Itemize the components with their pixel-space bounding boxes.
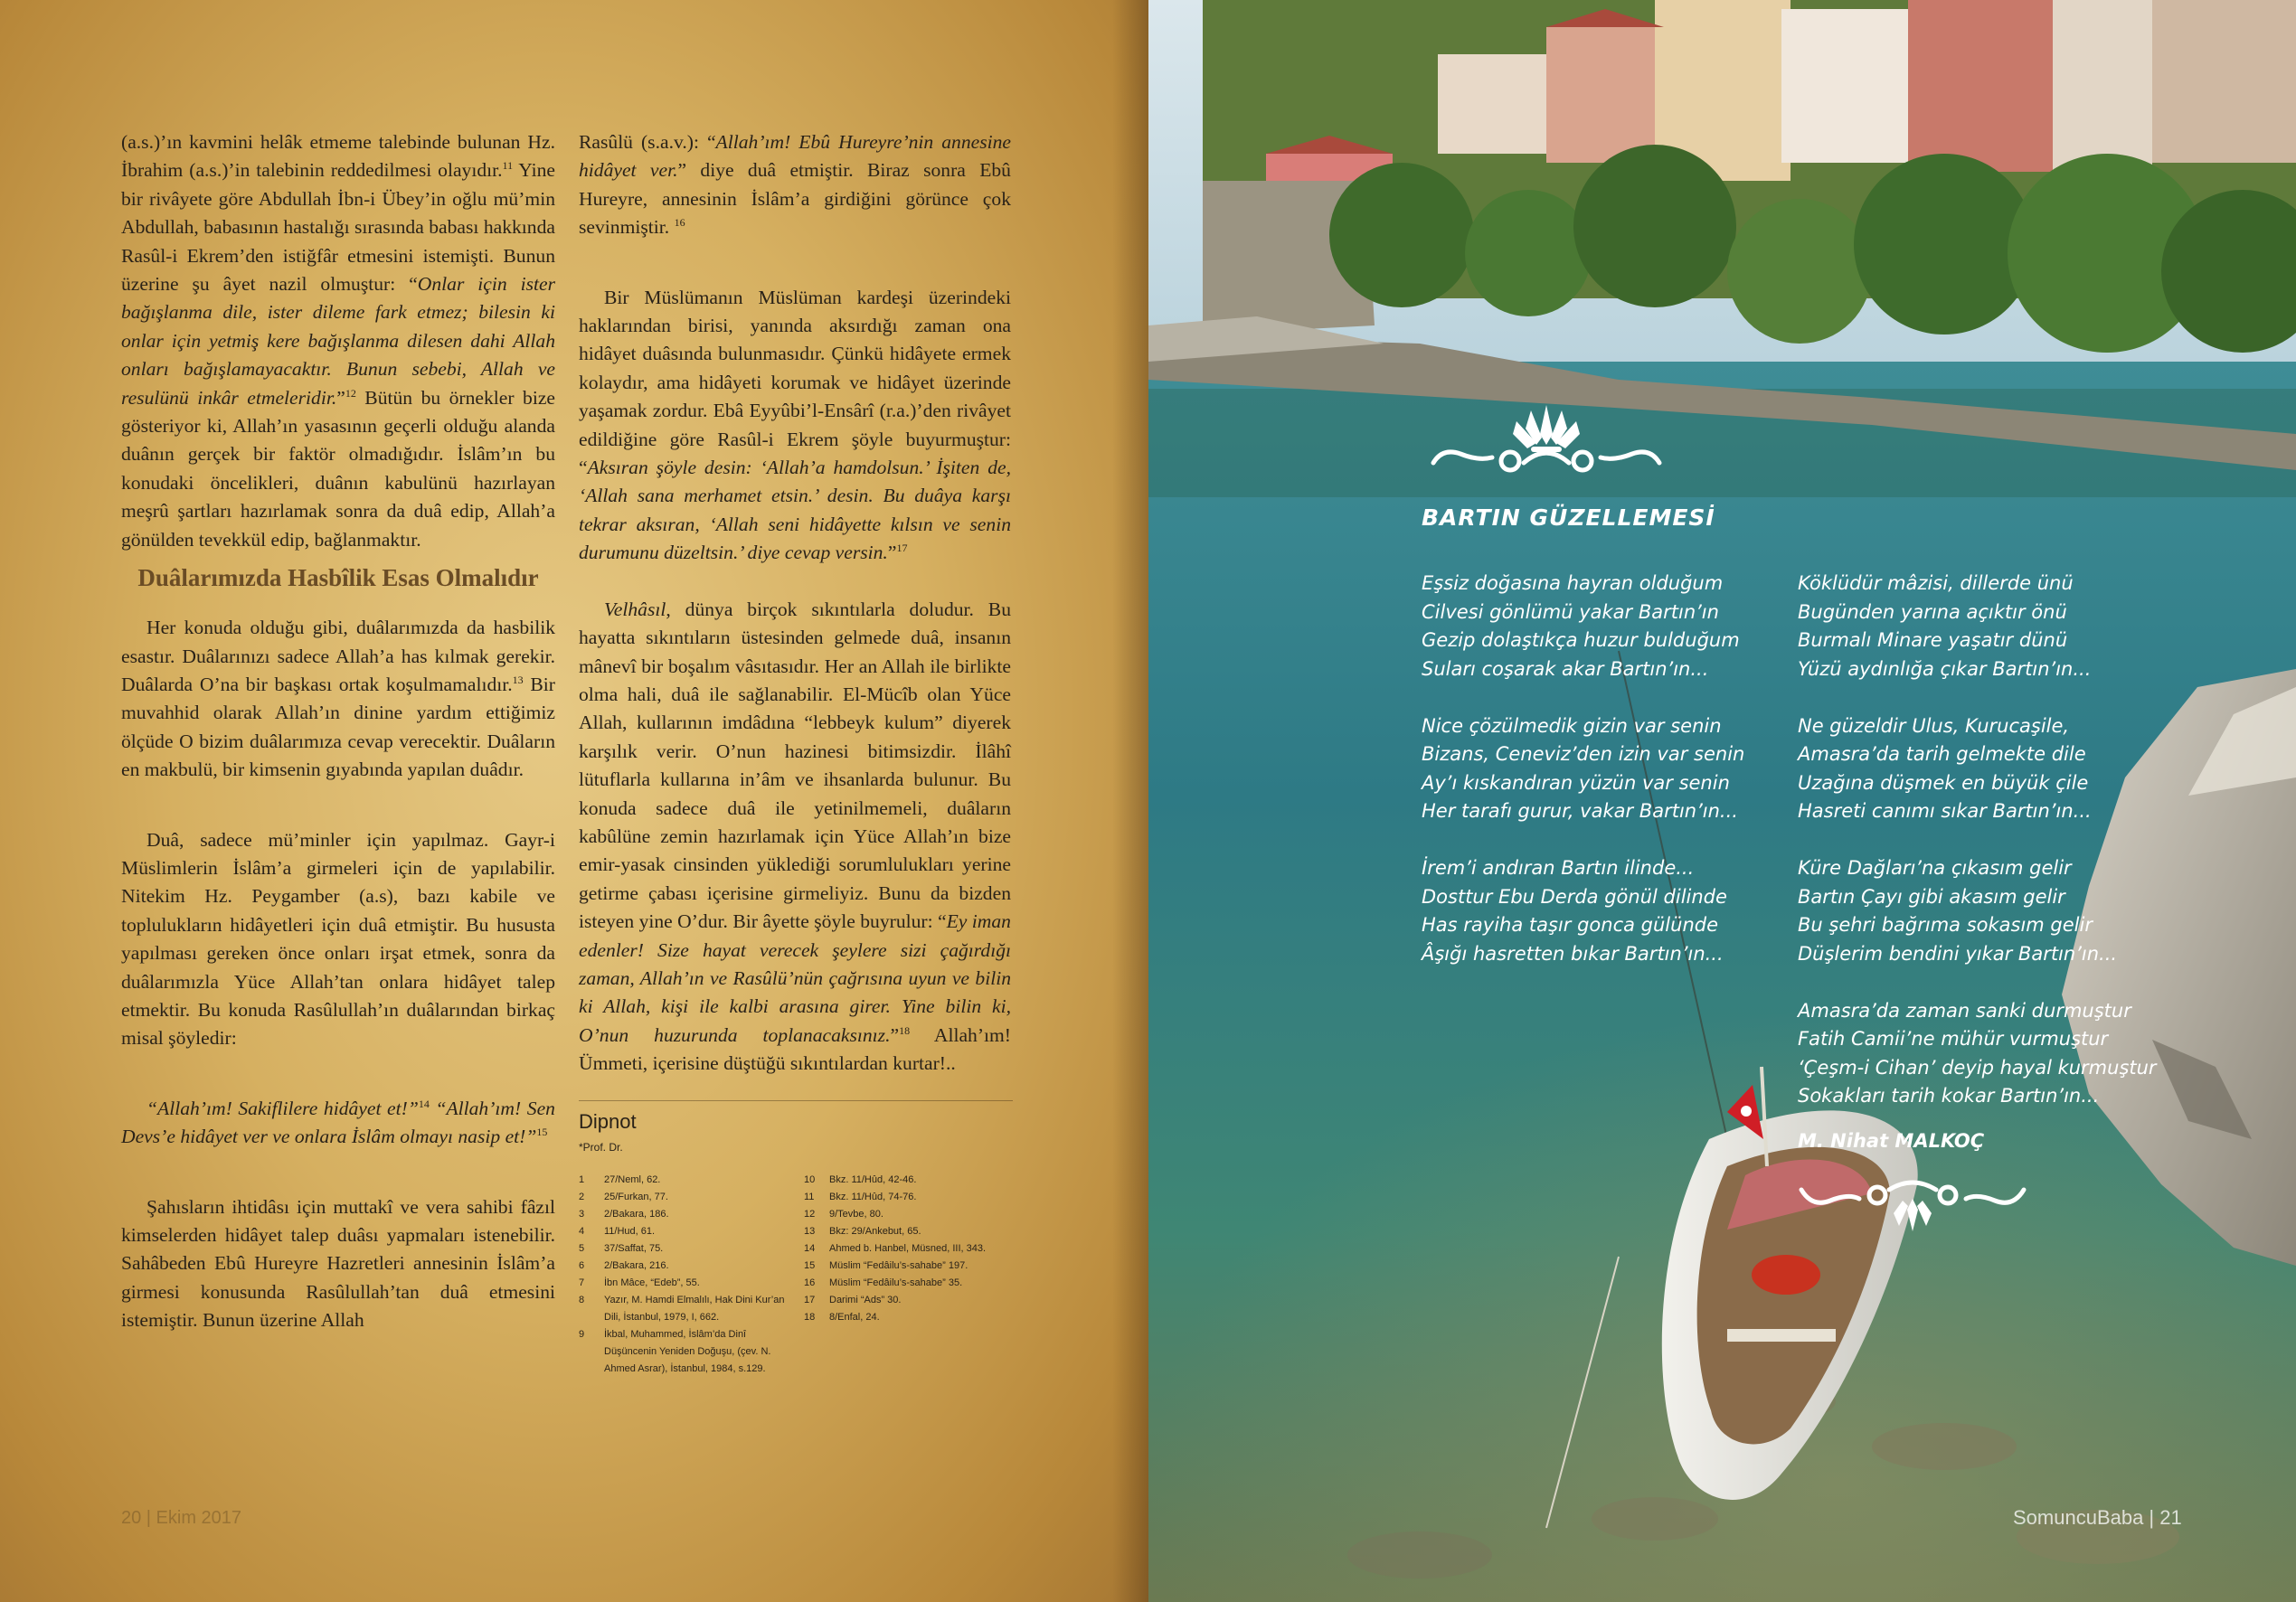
section-heading: Duâlarımızda Hasbîlik Esas Olmalıdır: [137, 564, 539, 592]
footnote-item: [579, 1206, 788, 1223]
footnote-author: *Prof. Dr.: [579, 1140, 623, 1154]
stanza-gap: [1798, 968, 2157, 997]
text-column-1: [121, 128, 555, 1335]
footnote-text: Bkz: 29/Ankebut, 65.: [829, 1225, 921, 1237]
footnote-item: [579, 1189, 788, 1206]
poem-line: Hasreti canımı sıkar Bartın’ın...: [1798, 800, 2092, 822]
footnote-item: [804, 1206, 1013, 1223]
footnote-text: Bkz. 11/Hûd, 74-76.: [829, 1191, 917, 1202]
poem-line: Amasra’da tarih gelmekte dile: [1798, 743, 2086, 765]
poem-line: Bugünden yarına açıktır önü: [1798, 600, 2067, 623]
footnote-ref: 13: [512, 673, 524, 686]
text-run: Bütün bu örnekler bize gösteriyor ki, Allah’ın yasasının geçerli olduğu alanda duânın gerçek bir faktör olmadığıdır. İslâm’ın bu konudaki öncelikleri, duânın kabulünü hazırlayan meşrû şartları hazırlamak sonra da duâ edip, Allah’a gönülden tevekkül edip, bağlanmaktır.: [121, 386, 556, 551]
footnote-item: [579, 1172, 788, 1189]
poem-line: Âşığı hasretten bıkar Bartın’ın...: [1422, 942, 1724, 965]
footnote-ref: 18: [899, 1023, 911, 1037]
poem-line: Has rayiha taşır gonca gülünde: [1422, 914, 1719, 936]
footnote-text: 8/Enfal, 24.: [829, 1311, 880, 1323]
text-run: Bir Müslümanın Müslüman kardeşi üzerindeki haklarından birisi, yanında aksırdığı zaman ona hidâyet duâsında bulunmasıdır. Çünkü hidâyete ermek kolaydır, ama hidâyeti korumak ve hidâyet üzerinde yaşamak zordur. Ebâ Eyyûbi’l-Ensârî (r.a.)’den rivâyet edildiğine göre Rasûl-i Ekrem şöyle buyurmuştur: “: [579, 286, 1011, 479]
footnote-text: İkbal, Muhammed, İslâm’da Dinî Düşüncenin Yeniden Doğuşu, (çev. N. Ahmed Asrar), İstanbul, 1984, s.129.: [604, 1328, 771, 1374]
footnotes-title: Dipnot: [579, 1109, 637, 1133]
text-run: Yine bir rivâyete göre Abdullah İbn-i Übey’in oğlu mü’min Abdullah, babasının hastalığı sırasında babası hakkında Rasûl-i Ekrem’den istiğfâr etmesini istemişti. Bunun üzerine şu âyet nazil olmuştur: “: [121, 159, 555, 296]
footnote-number: 18: [804, 1311, 816, 1323]
quote-text: Ey iman edenler! Size hayat verecek şeylere sizi çağırdığı zaman, Allah’ın ve Rasûlü’nün çağrısına uyun ve bilin ki Allah, kişi ile kalbi arasına girer. Yine bilin ki, O’nun huzurunda toplanacaksınız.: [579, 910, 1011, 1046]
text-run: (a.s.)’ın kavmini helâk etmeme talebinde bulunan Hz. İbrahim (a.s.)’in talebinin reddedilmesi olayıdır.: [121, 131, 555, 182]
poem-line: Burmalı Minare yaşatır dünü: [1798, 629, 2068, 651]
body-paragraph: [121, 1095, 555, 1152]
text-run: Her konuda olduğu gibi, duâlarımızda da hasbilik esastır. Duâlarınızı sadece Allah’a has kılmak gerekir. Duâlarda O’na bir başkası ortak koşulmamalıdır.: [121, 617, 555, 695]
poem-line: Bu şehri bağrıma sokasım gelir: [1798, 914, 2093, 936]
footnotes-right-column: [804, 1172, 1013, 1378]
footnote-item: [804, 1189, 1013, 1206]
poem-line: Dosttur Ebu Derda gönül dilinde: [1422, 885, 1727, 908]
column-2-body: [579, 128, 1011, 1079]
footnote-item: [804, 1292, 1013, 1309]
footnote-number: 5: [579, 1242, 585, 1254]
bottom-ornament-icon: [1794, 1172, 2031, 1235]
footnote-text: 25/Furkan, 77.: [604, 1191, 668, 1202]
poem-author: M. Nihat MALKOÇ: [1798, 1130, 1985, 1152]
footnote-number: 3: [579, 1208, 585, 1220]
footnote-number: 14: [804, 1242, 816, 1254]
quote-text: “Allah’ım! Sen Devs’e hidâyet ver ve onlara İslâm olmayı nasip et!”: [121, 1097, 555, 1148]
footnote-ref: 17: [896, 542, 908, 555]
footnote-text: Yazır, M. Hamdi Elmalılı, Hak Dini Kur’an Dili, İstanbul, 1979, I, 662.: [604, 1294, 785, 1323]
poem-line: Ay’ı kıskandıran yüzün var senin: [1422, 771, 1730, 794]
footnote-text: Ahmed b. Hanbel, Müsned, III, 343.: [829, 1242, 987, 1254]
poem-line: Amasra’da zaman sanki durmuştur: [1798, 999, 2131, 1022]
paragraph-spacer: [579, 568, 1011, 596]
footnotes-left-column: [579, 1172, 788, 1378]
poem-line: Uzağına düşmek en büyük çile: [1798, 771, 2089, 794]
poem-line: Küre Dağları’na çıkasım gelir: [1798, 857, 2072, 879]
text-run: ”: [887, 542, 897, 564]
quote-text: Onlar için ister bağışlanma dile, ister dileme fark etmez; bilesin ki onlar için yetmiş kere bağışlanma dilesen dahi Allah onları bağışlamayacaktır. Bunun sebebi, Allah ve resulünü inkâr etmeleridir.: [121, 273, 555, 409]
poem-line: Yüzü aydınlığa çıkar Bartın’ın...: [1798, 657, 2092, 680]
footnote-item: [579, 1275, 788, 1292]
quote-text: “Allah’ım! Sakiflilere hidâyet et!”: [146, 1097, 419, 1119]
footnote-number: 10: [804, 1173, 816, 1185]
paragraph-spacer: [121, 1053, 555, 1095]
poem-line: Her tarafı gurur, vakar Bartın’ın...: [1422, 800, 1738, 822]
footnote-text: Darimi “Ads” 30.: [829, 1294, 902, 1305]
footnote-text: 27/Neml, 62.: [604, 1173, 661, 1185]
footnote-item: [579, 1258, 788, 1275]
body-paragraph: [121, 826, 555, 1053]
footnote-item: [804, 1172, 1013, 1189]
text-run: ”: [336, 386, 345, 409]
footnote-item: [579, 1292, 788, 1326]
paragraph-spacer: [579, 242, 1011, 284]
footnote-ref: 11: [502, 159, 514, 173]
stanza-gap: [1422, 826, 1744, 855]
text-run: ”: [890, 1023, 900, 1046]
footnote-number: 15: [804, 1259, 816, 1271]
text-run: Duâ, sadece mü’minler için yapılmaz. Gayr-i Müslimlerin İslâm’a girmeleri için de yapılabilir. Nitekim Hz. Peygamber (a.s), bazı kabile ve toplulukların hidâyetleri için duâ etmiştir. Bu hususta yapılması gereken önce onları irşat etmek, sonra da duâlarımızla Yüce Allah’tan onlara hidâyet talep etmektir. Bu konuda Rasûlullah’ın duâlarından birkaç misal şöyledir:: [121, 828, 555, 1050]
footnote-item: [804, 1240, 1013, 1258]
footnote-ref: 14: [418, 1097, 430, 1110]
poem-line: İrem’i andıran Bartın ilinde...: [1422, 857, 1695, 879]
body-paragraph: [579, 596, 1011, 1079]
footnote-ref: 12: [345, 386, 356, 400]
footnote-item: [804, 1275, 1013, 1292]
footnote-number: 17: [804, 1294, 816, 1305]
poem-line: Nice çözülmedik gizin var senin: [1422, 714, 1722, 737]
footnote-text: 2/Bakara, 186.: [604, 1208, 669, 1220]
body-paragraph: [579, 284, 1011, 568]
text-run: Şahısların ihtidâsı için muttakî ve vera sahibi fâzıl kimselerden hidâyet talep duâsı yapmaları istenebilir. Sahâbeden Ebû Hureyre Hazretleri annesinin İslâm’a girmesi konusunda Rasûlullah’tan duâ etmesini istemiştir. Bunun üzerine Allah: [121, 1195, 555, 1332]
top-ornament-icon: [1424, 398, 1668, 488]
paragraph-spacer: [121, 785, 555, 826]
footnote-number: 2: [579, 1191, 585, 1202]
stanza-gap: [1798, 826, 2157, 855]
body-paragraph: [579, 128, 1011, 242]
text-run: , dünya birçok sıkıntılarla doludur. Bu hayatta sıkıntıların üstesinden gelmede duâ, insanın mânevî bir boşalım vâsıtasıdır. Her an Allah ile birlikte olma hali, duâ ile sağlanabilir. El-Mücîb olan Yüce Allah, kullarının imdâdına “lebbeyk kulum” diyerek karşılık verir. O’nun hazinesi bitimsizdir. İlâhî lütuflarla kullarına in’âm ve ihsanlarda bulunur. Bu konuda sadece duâ ile yetinilmemeli, duâların kabûlüne zemin hazırlamak için Yüce Allah’ın bize emir-yasak cinsinden yüklediği sorumlulukları yerine getirme çabası içerisine girmeliyiz. Bunu da bizden isteyen yine O’dur. Bir âyette şöyle buyrulur: “: [579, 598, 1011, 933]
footnote-item: [804, 1258, 1013, 1275]
footnote-number: 11: [804, 1191, 815, 1202]
poem-line: Gezip dolaştıkça huzur bulduğum: [1422, 629, 1740, 651]
footnote-number: 4: [579, 1225, 585, 1237]
body-paragraph: [121, 1193, 555, 1335]
text-run: Bir muvahhid olarak Allah’ın dinine yardım ettiğimiz ölçüde O bizim duâlarımıza cevap verecektir. Duâların en makbulü, bir kimsenin gıyabında yapılan duâdır.: [121, 673, 555, 781]
footnote-item: [579, 1223, 788, 1240]
footnote-text: Müslim “Fedâilu’s-sahabe” 197.: [829, 1259, 968, 1271]
footnote-number: 12: [804, 1208, 816, 1220]
footnote-text: Müslim “Fedâilu’s-sahabe” 35.: [829, 1277, 963, 1288]
footnote-text: 2/Bakara, 216.: [604, 1259, 669, 1271]
footnote-text: Bkz. 11/Hûd, 42-46.: [829, 1173, 917, 1185]
page-number-right: SomuncuBaba | 21: [2013, 1506, 2182, 1529]
text-column-2: [579, 128, 1011, 1378]
poem-line: Suları coşarak akar Bartın’ın...: [1422, 657, 1709, 680]
poem-left-column: [1422, 570, 1744, 968]
footnote-number: 7: [579, 1277, 585, 1288]
footnote-ref: 16: [674, 216, 685, 230]
page-number-left: 20 | Ekim 2017: [121, 1508, 242, 1528]
poem-title: BARTIN GÜZELLEMESİ: [1422, 504, 1715, 531]
quote-text: Allah’ım! Ebû Hureyre’nin annesine hidâyet ver.: [579, 131, 1011, 182]
poem-line: Düşlerim bendini yıkar Bartın’ın...: [1798, 942, 2118, 965]
body-paragraph: [121, 614, 555, 784]
quote-text: Velhâsıl: [604, 598, 666, 620]
footnote-item: [804, 1309, 1013, 1326]
footnote-number: 13: [804, 1225, 816, 1237]
poem-line: Eşsiz doğasına hayran olduğum: [1422, 572, 1724, 594]
footnote-text: İbn Mâce, “Edeb”, 55.: [604, 1277, 700, 1288]
footnote-number: 16: [804, 1277, 816, 1288]
footnote-item: [579, 1326, 788, 1378]
footnote-number: 1: [579, 1173, 585, 1185]
poem-line: Köklüdür mâzisi, dillerde ünü: [1798, 572, 2074, 594]
page-spine-shadow: [1112, 0, 1148, 1602]
poem-right-column: [1798, 570, 2157, 1111]
text-run: ” diye duâ etmiştir. Biraz sonra Ebû Hureyre, annesinin İslâm’a girdiğini görünce çok sevinmiştir.: [579, 159, 1011, 239]
poem-line: Sokakları tarih kokar Bartın’ın...: [1798, 1085, 2100, 1107]
footnote-item: [804, 1223, 1013, 1240]
footnote-ref: 15: [536, 1126, 548, 1138]
footnote-text: 9/Tevbe, 80.: [829, 1208, 883, 1220]
footnote-number: 9: [579, 1328, 585, 1340]
footnote-text: 11/Hud, 61.: [604, 1225, 656, 1237]
poem-line: Ne güzeldir Ulus, Kurucaşile,: [1798, 714, 2070, 737]
paragraph-spacer: [121, 1152, 555, 1193]
footnote-number: 6: [579, 1259, 585, 1271]
poem-line: Cilvesi gönlümü yakar Bartın’ın: [1422, 600, 1719, 623]
footnotes: [579, 1100, 1013, 1378]
footnote-text: 37/Saffat, 75.: [604, 1242, 664, 1254]
poem-line: ‘Çeşm-i Cihan’ deyip hayal kurmuştur: [1798, 1056, 2157, 1079]
poem-line: Bizans, Ceneviz’den izin var senin: [1422, 743, 1745, 765]
body-paragraph: [121, 128, 555, 554]
quote-text: Aksıran şöyle desin: ‘Allah’a hamdolsun.’ İşiten de, ‘Allah sana merhamet etsin.’ desin. Bu duâya karşı tekrar aksıran, ‘Allah seni hidâyette kılsın ve senin durumunu düzeltsin.’ diye cevap versin.: [579, 457, 1011, 564]
poem-line: Bartın Çayı gibi akasım gelir: [1798, 885, 2065, 908]
text-run: Rasûlü (s.a.v.): “: [579, 131, 716, 153]
text-run: Allah’ım! Ümmeti, içerisine düştüğü sıkıntılardan kurtar!..: [579, 1023, 1011, 1075]
footnote-item: [579, 1240, 788, 1258]
stanza-gap: [1798, 683, 2157, 712]
footnote-number: 8: [579, 1294, 585, 1305]
poem-line: Fatih Camii’ne mühür vurmuştur: [1798, 1028, 2109, 1050]
stanza-gap: [1422, 683, 1744, 712]
